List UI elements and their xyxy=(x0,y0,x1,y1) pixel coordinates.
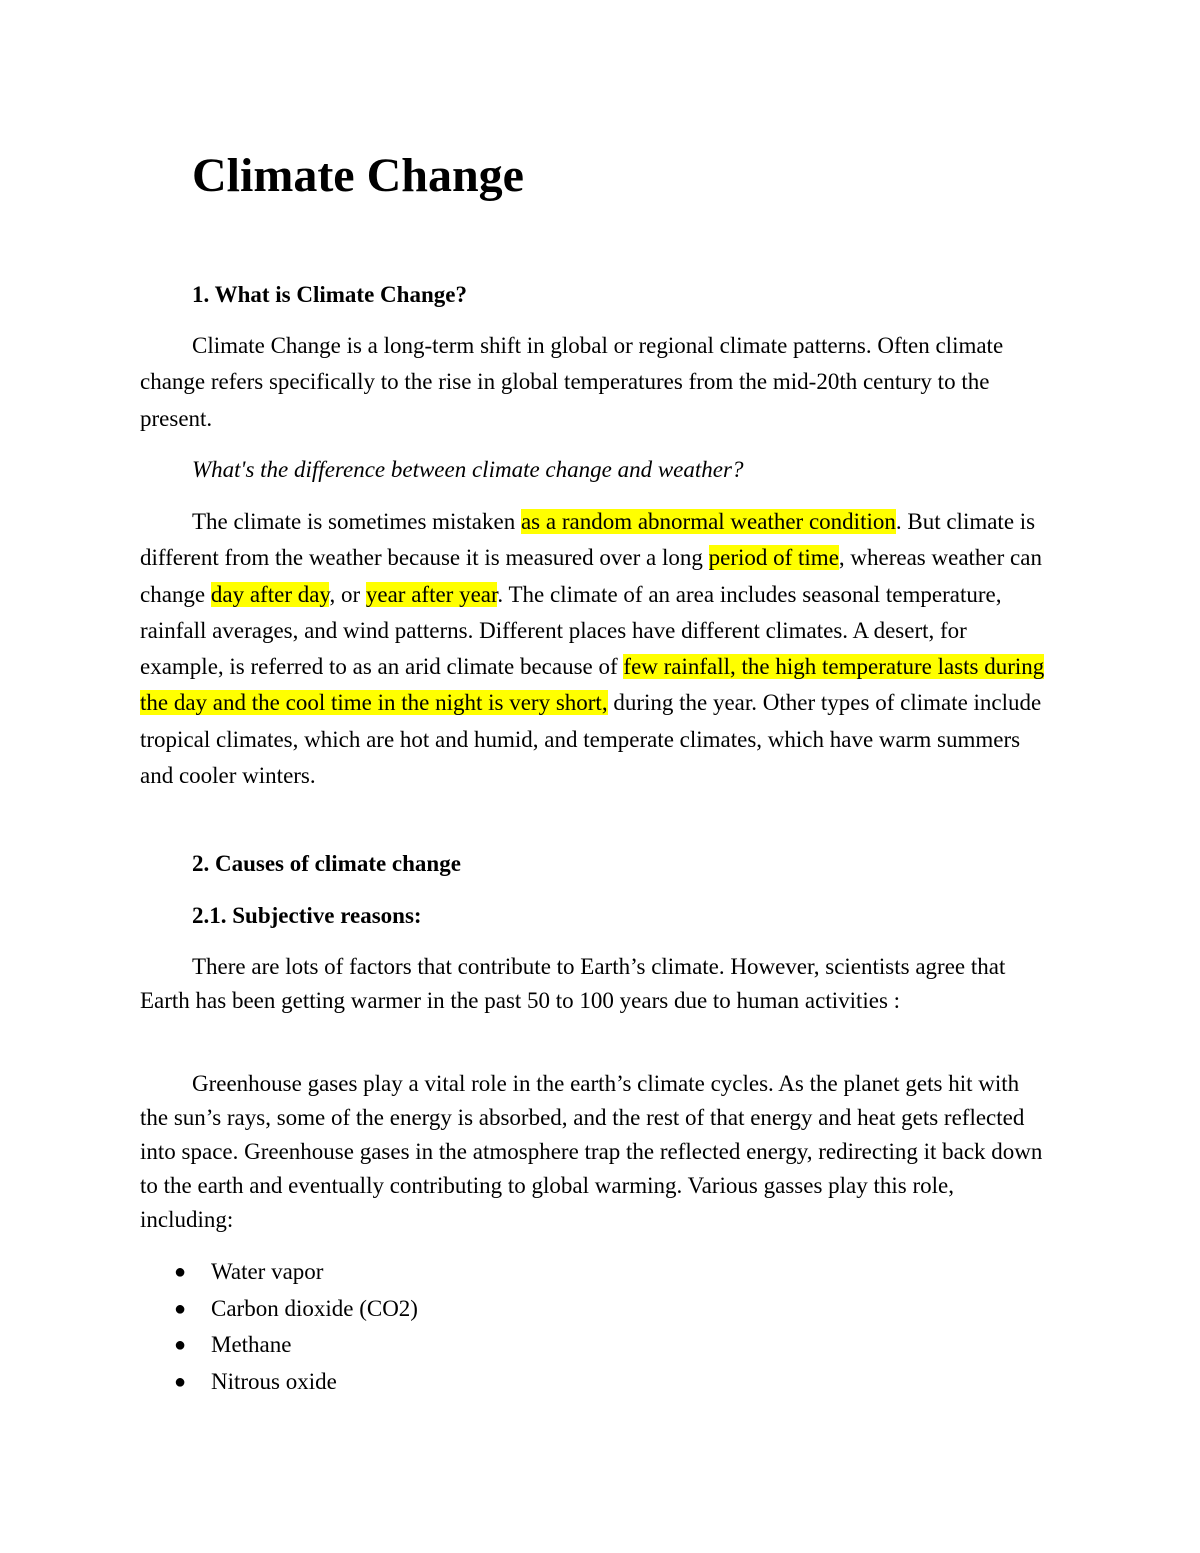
subsection-heading-subjective-reasons: 2.1. Subjective reasons: xyxy=(192,903,422,928)
highlighted-text: few rainfall, the high temperature lasts during the day and the cool time in the night is very short, xyxy=(140,654,1045,716)
highlighted-text: period of time xyxy=(708,545,839,571)
text-run: , whereas weather can change xyxy=(140,545,1042,607)
list-item xyxy=(140,1291,418,1328)
italic-question: What's the difference between climate change and weather? xyxy=(192,457,744,482)
bullet-icon: ● xyxy=(174,1334,187,1356)
bullet-icon: ● xyxy=(174,1297,187,1320)
text-run: The climate is sometimes mistaken xyxy=(192,509,521,534)
paragraph-definition: Climate Change is a long-term shift in global or regional climate patterns. Often climate change refers specifically to the rise in global temperatures from the mid-20th century to the present. xyxy=(140,333,1004,431)
list-item-label: Nitrous oxide xyxy=(211,1368,337,1394)
highlighted-text: day after day xyxy=(210,581,330,607)
list-item xyxy=(140,1327,418,1364)
text-run: during the year. Other types of climate include tropical climates, which are hot and humid, and temperate climates, which have warm summers and cooler winters. xyxy=(140,690,1042,789)
paragraph-climate-vs-weather xyxy=(140,504,1052,794)
section-heading-what-is-climate-change: 1. What is Climate Change? xyxy=(192,282,467,307)
list-item xyxy=(140,1364,418,1401)
highlighted-text: as a random abnormal weather condition xyxy=(520,509,896,534)
paragraph-greenhouse-gases: Greenhouse gases play a vital role in the earth’s climate cycles. As the planet gets hit with the sun’s rays, some of the energy is absorbed, and the rest of that energy and heat gets reflected into space. Greenhouse gases in the atmosphere trap the reflected energy, redirecting it back down to the earth and eventually contributing to global warming. Various gasses play this role, including: xyxy=(140,1071,1043,1232)
paragraph-human-activities: There are lots of factors that contribute to Earth’s climate. However, scientists agree that Earth has been getting warmer in the past 50 to 100 years due to human activities : xyxy=(140,954,1006,1013)
document-title: Climate Change xyxy=(192,149,524,202)
highlighted-text: year after year xyxy=(365,581,498,607)
greenhouse-gas-list xyxy=(140,1254,418,1400)
text-run: . The climate of an area includes seasonal temperature, rainfall averages, and wind patterns. Different places have different climates. A desert, for example, is referred to as an arid climate because of xyxy=(140,581,1002,680)
text-run: , or xyxy=(329,581,366,607)
section-heading-causes: 2. Causes of climate change xyxy=(192,851,461,876)
text-run: . But climate is different from the weather because it is measured over a long xyxy=(140,509,1036,571)
list-item-label: Carbon dioxide (CO2) xyxy=(211,1295,418,1321)
list-item-label: Water vapor xyxy=(211,1259,324,1284)
bullet-icon: ● xyxy=(174,1261,187,1283)
list-item-label: Methane xyxy=(211,1332,292,1357)
bullet-icon: ● xyxy=(174,1370,187,1393)
list-item xyxy=(140,1254,418,1291)
